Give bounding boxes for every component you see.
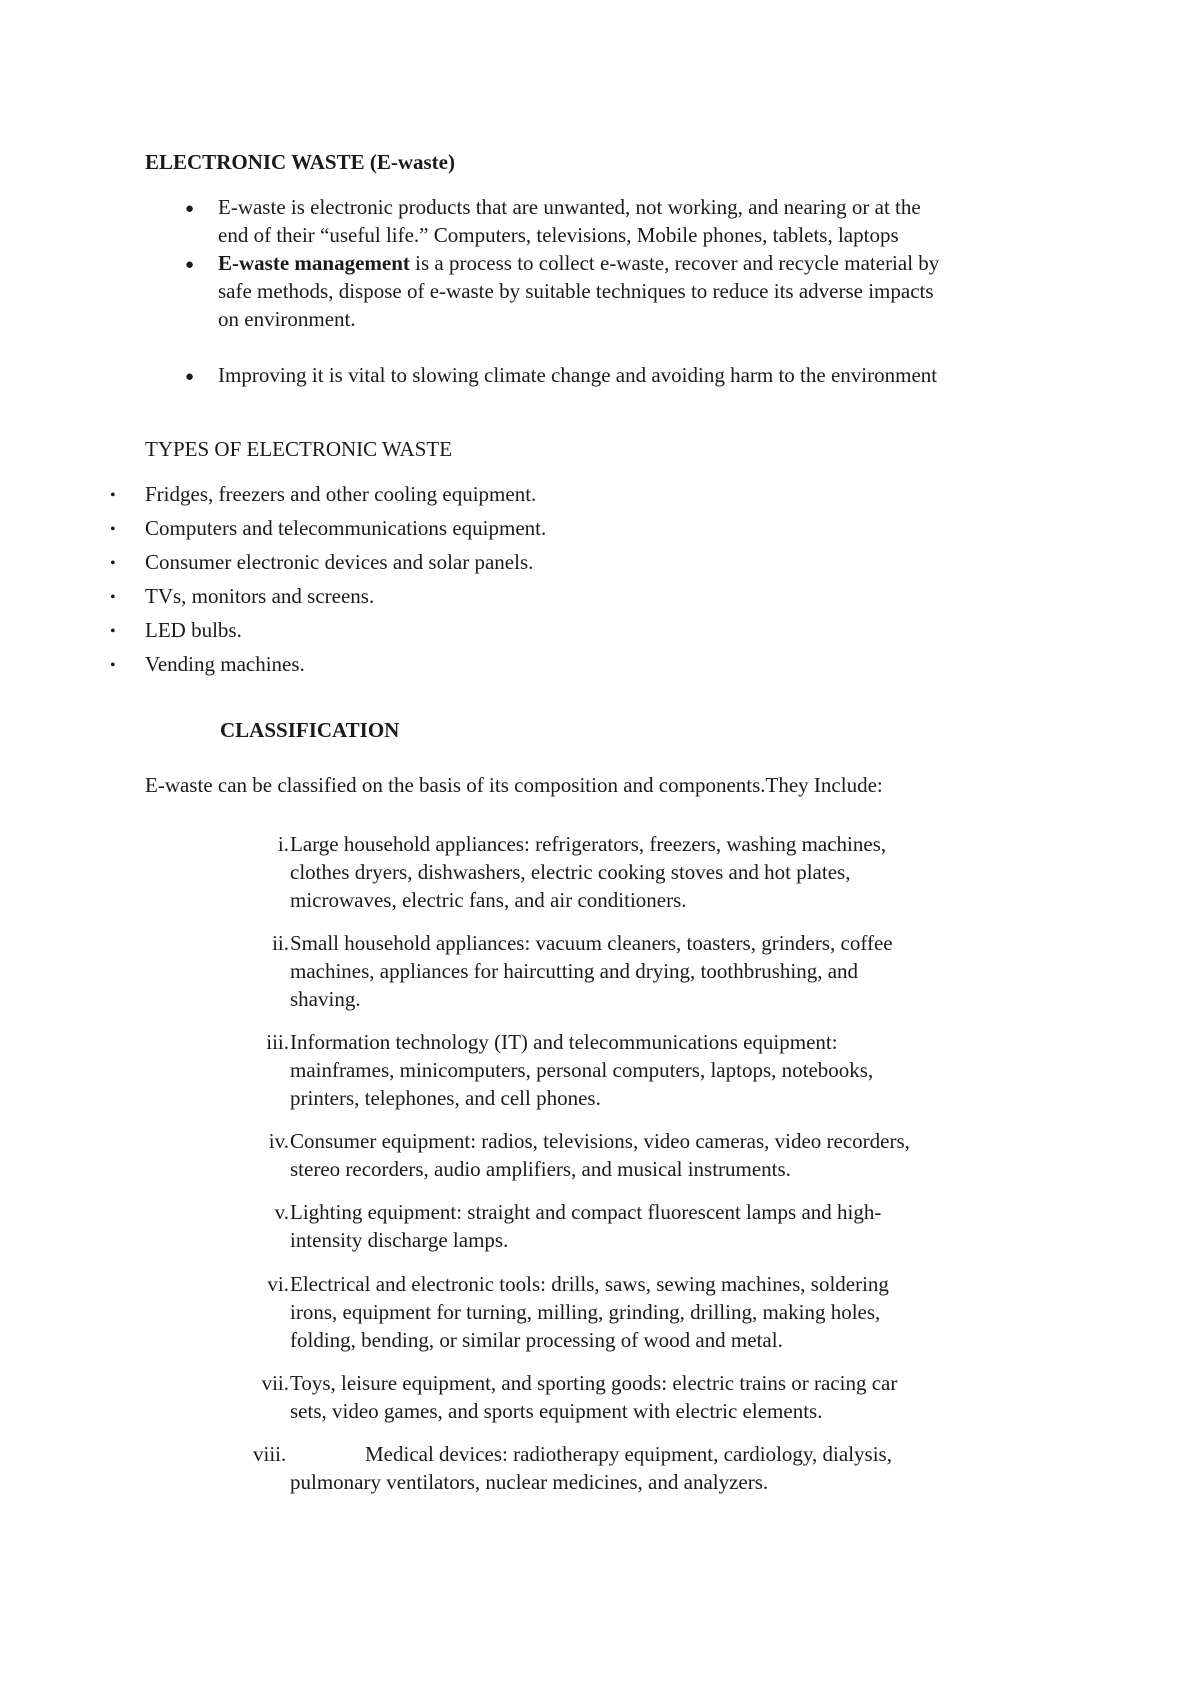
item-text <box>290 1369 1050 1425</box>
intro-bullet-line: Improving it is vital to slowing climate change and avoiding harm to the environment <box>218 363 938 387</box>
item-line: pulmonary ventilators, nuclear medicines, and analyzers. <box>290 1470 769 1494</box>
item-line: microwaves, electric fans, and air conditioners. <box>290 888 687 912</box>
intro-bullet-line: safe methods, dispose of e-waste by suitable techniques to reduce its adverse impacts <box>218 279 934 303</box>
bullet-icon: • <box>110 657 116 674</box>
item-line: Toys, leisure equipment, and sporting goods: electric trains or racing car <box>290 1371 898 1395</box>
classification-intro: E-waste can be classified on the basis of its composition and components.They Include: <box>145 773 883 797</box>
bullet-icon: • <box>110 521 116 538</box>
item-line: Electrical and electronic tools: drills, saws, sewing machines, soldering <box>290 1272 889 1296</box>
bullet-icon: • <box>110 589 116 606</box>
item-number: v. <box>274 1200 289 1224</box>
bullet-icon: ● <box>185 369 195 385</box>
item-line: machines, appliances for haircutting and drying, toothbrushing, and <box>290 959 859 983</box>
type-item: LED bulbs. <box>145 618 242 642</box>
item-number: vii. <box>261 1371 289 1395</box>
type-item: Consumer electronic devices and solar panels. <box>145 550 534 574</box>
item-line: mainframes, minicomputers, personal computers, laptops, notebooks, <box>290 1058 874 1082</box>
item-number: ii. <box>272 931 289 955</box>
item-text <box>290 929 1050 1013</box>
item-line: sets, video games, and sports equipment with electric elements. <box>290 1399 823 1423</box>
intro-bullet-line: on environment. <box>218 307 356 331</box>
item-text <box>290 1198 1050 1254</box>
classification-heading: CLASSIFICATION <box>220 718 400 742</box>
item-number: i. <box>277 832 289 856</box>
item-number: iv. <box>268 1129 289 1153</box>
intro-bullet-text: is a process to collect e-waste, recover and recycle material by <box>409 251 940 275</box>
item-line: printers, telephones, and cell phones. <box>290 1086 601 1110</box>
item-text <box>290 1440 1050 1496</box>
item-number: iii. <box>266 1030 289 1054</box>
bullet-icon: • <box>110 487 116 504</box>
item-line: Lighting equipment: straight and compact fluorescent lamps and high- <box>290 1200 882 1224</box>
item-number: vi. <box>267 1272 289 1296</box>
item-line: Information technology (IT) and telecommunications equipment: <box>290 1030 838 1054</box>
bold-term: E-waste management <box>218 251 410 275</box>
intro-bullet-line: end of their “useful life.” Computers, televisions, Mobile phones, tablets, laptops <box>218 223 899 247</box>
item-text <box>290 1028 1050 1112</box>
type-item: Vending machines. <box>145 652 305 676</box>
page-title: ELECTRONIC WASTE (E-waste) <box>145 150 455 174</box>
item-line: Large household appliances: refrigerators, freezers, washing machines, <box>290 832 887 856</box>
item-text <box>290 1270 1050 1354</box>
item-text <box>290 830 1050 914</box>
item-line: irons, equipment for turning, milling, grinding, drilling, making holes, <box>290 1300 881 1324</box>
intro-bullet-line <box>218 249 939 277</box>
types-heading: TYPES OF ELECTRONIC WASTE <box>145 437 453 461</box>
item-line: clothes dryers, dishwashers, electric cooking stoves and hot plates, <box>290 860 851 884</box>
item-line: folding, bending, or similar processing of wood and metal. <box>290 1328 783 1352</box>
bullet-icon: ● <box>185 257 195 273</box>
bullet-icon: ● <box>185 201 195 217</box>
item-line: stereo recorders, audio amplifiers, and musical instruments. <box>290 1157 791 1181</box>
item-text <box>290 1127 1050 1183</box>
bullet-icon: • <box>110 555 116 572</box>
intro-bullet-line: E-waste is electronic products that are unwanted, not working, and nearing or at the <box>218 195 921 219</box>
item-line: Consumer equipment: radios, televisions, video cameras, video recorders, <box>290 1129 910 1153</box>
item-line: intensity discharge lamps. <box>290 1228 509 1252</box>
item-line: Small household appliances: vacuum cleaners, toasters, grinders, coffee <box>290 931 893 955</box>
type-item: TVs, monitors and screens. <box>145 584 375 608</box>
item-number: viii. <box>253 1442 287 1466</box>
item-line: shaving. <box>290 987 361 1011</box>
item-line: Medical devices: radiotherapy equipment, cardiology, dialysis, <box>365 1442 892 1466</box>
type-item: Fridges, freezers and other cooling equipment. <box>145 482 537 506</box>
type-item: Computers and telecommunications equipment. <box>145 516 547 540</box>
bullet-icon: • <box>110 623 116 640</box>
